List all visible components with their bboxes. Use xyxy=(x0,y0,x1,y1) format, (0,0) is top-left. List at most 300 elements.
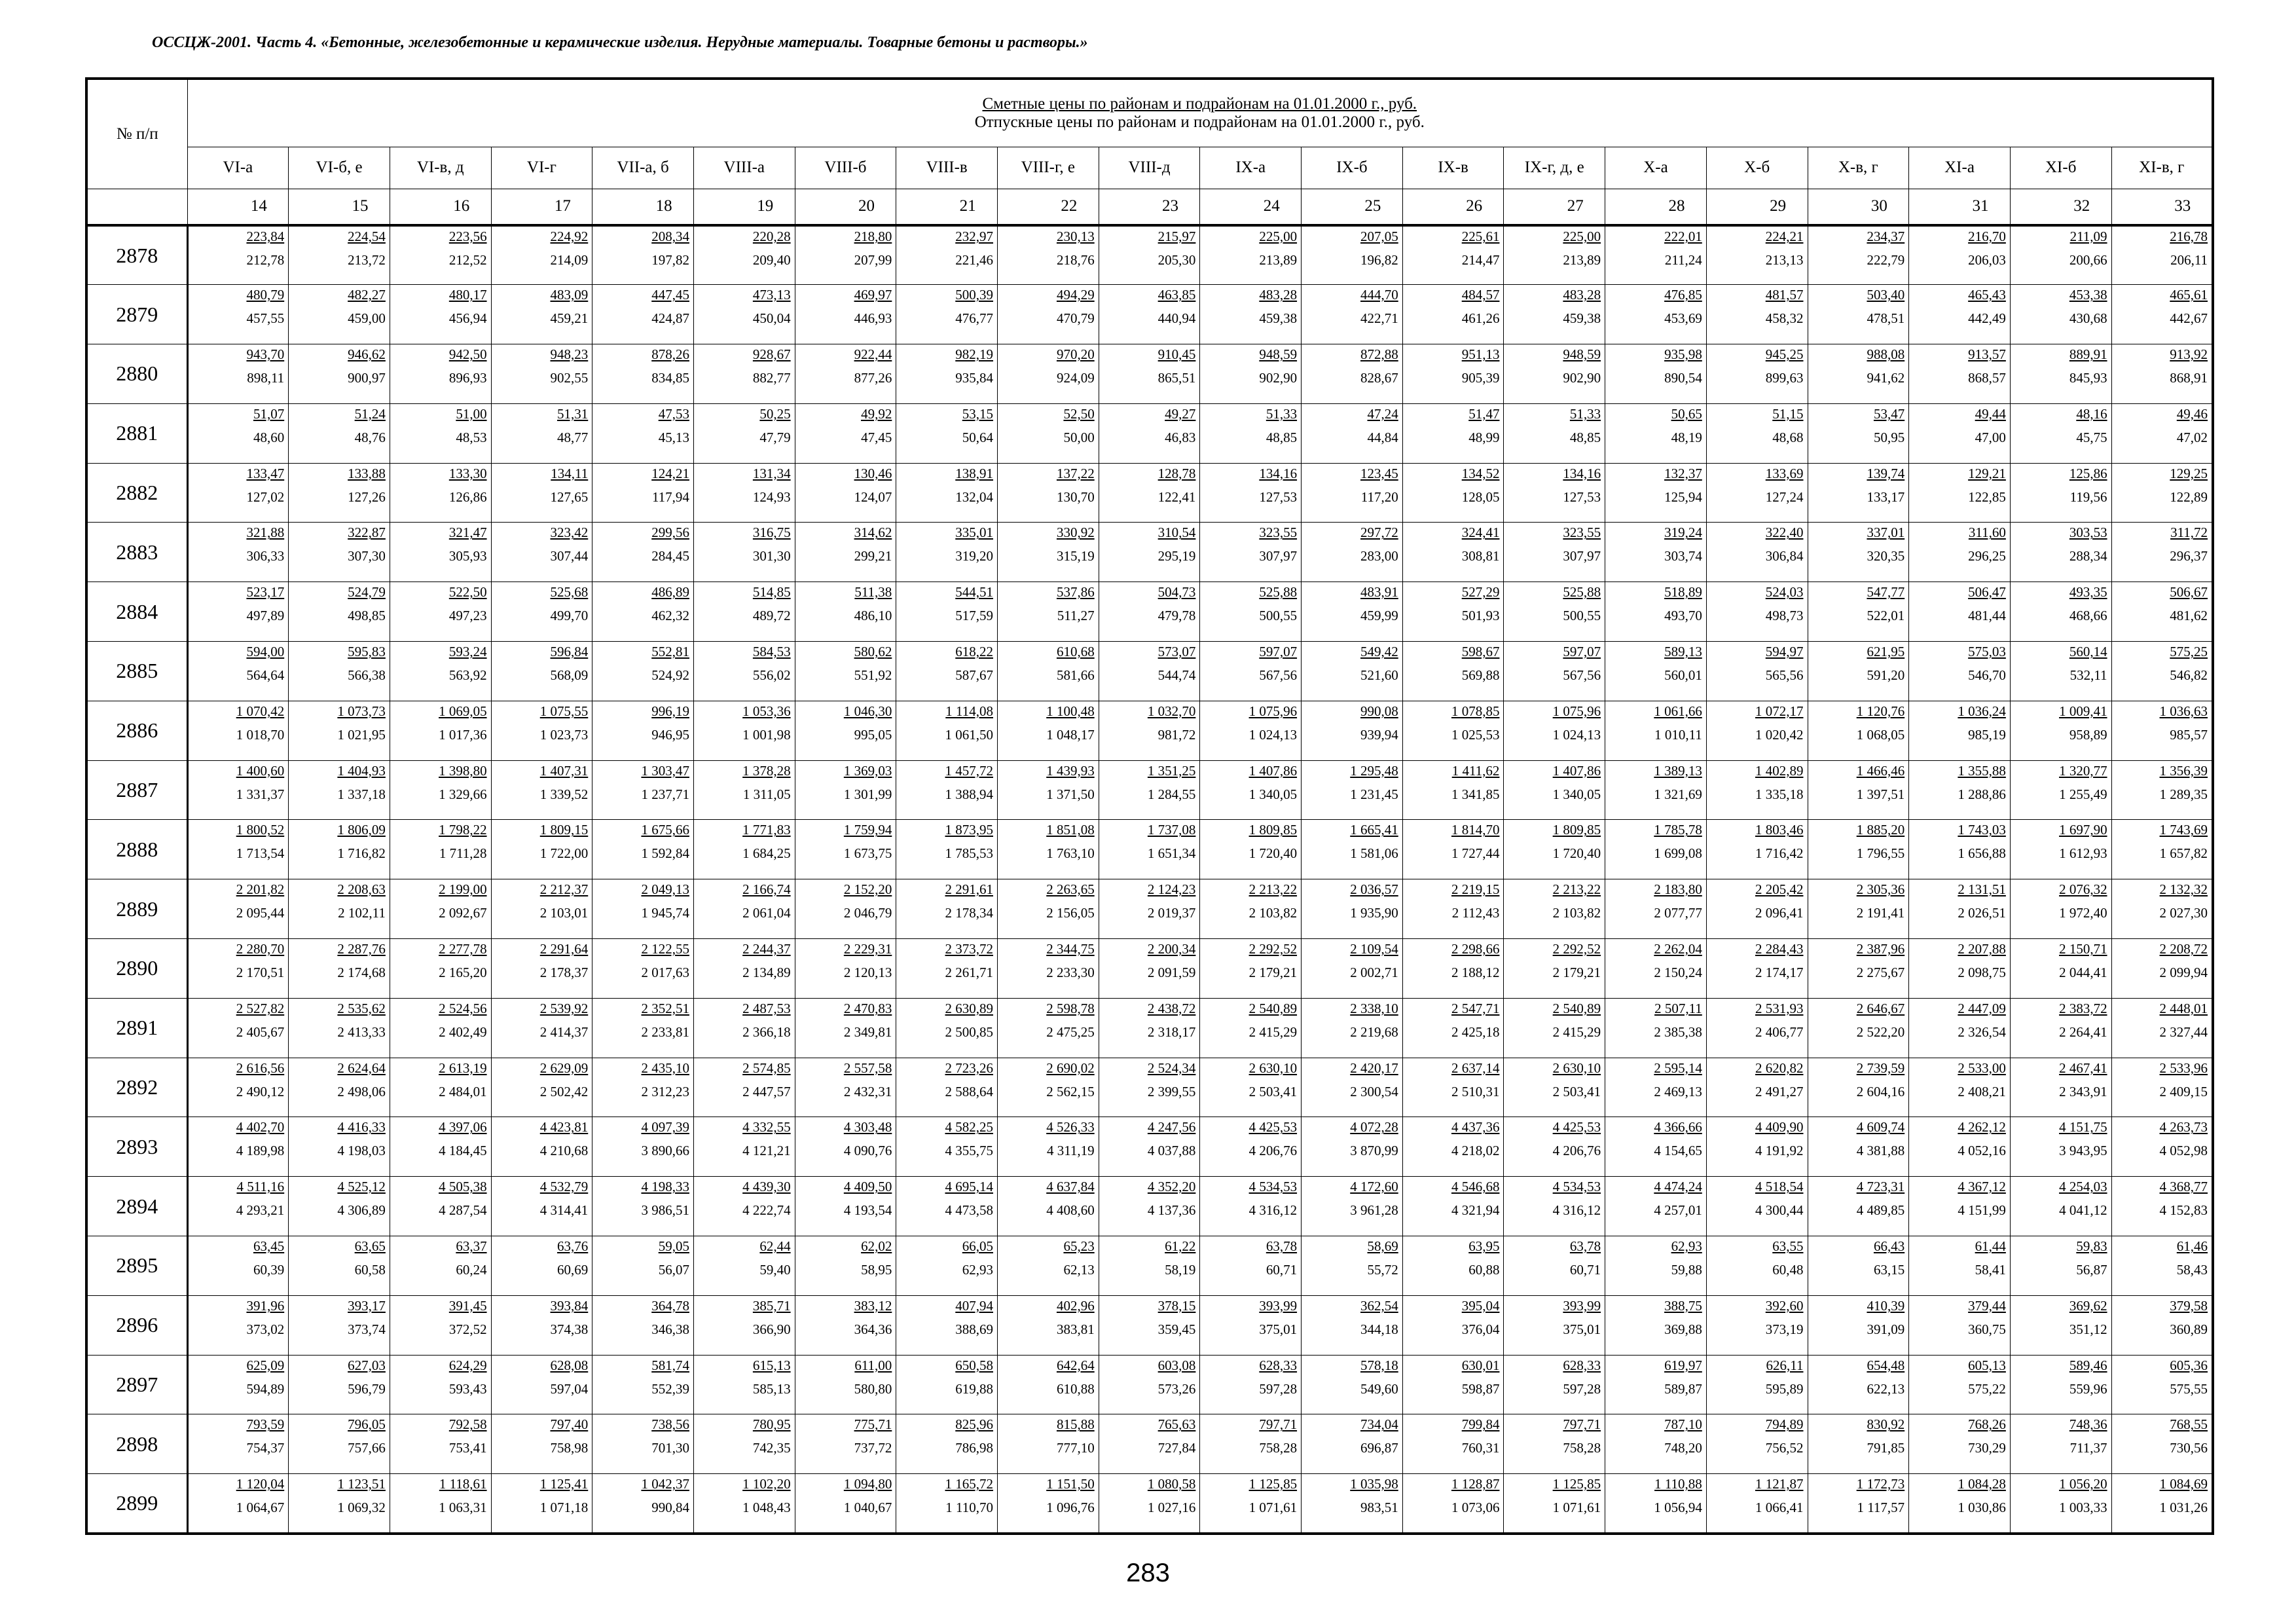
price-cell xyxy=(187,403,289,463)
estimate-price: 4 072,28 xyxy=(1350,1119,1398,1135)
column-number-label: 24 xyxy=(1263,197,1280,215)
price-cell xyxy=(592,1236,694,1296)
release-price: 902,90 xyxy=(1563,370,1601,386)
price-cell xyxy=(1200,1058,1302,1117)
price-cell xyxy=(693,939,795,999)
release-price: 1 763,10 xyxy=(1046,845,1095,862)
price-cell xyxy=(592,1058,694,1117)
estimate-price: 2 277,78 xyxy=(439,941,487,957)
estimate-price: 1 118,61 xyxy=(439,1476,487,1492)
price-cell xyxy=(592,225,694,285)
estimate-price: 1 402,89 xyxy=(1755,762,1804,779)
estimate-price: 1 061,66 xyxy=(1654,703,1702,719)
estimate-price: 935,98 xyxy=(1664,346,1702,363)
release-price: 4 052,98 xyxy=(2159,1143,2208,1159)
price-cell xyxy=(2010,1177,2111,1236)
estimate-price-wrap xyxy=(1909,344,2006,367)
estimate-price: 1 084,28 xyxy=(1958,1476,2006,1492)
estimate-price: 1 121,87 xyxy=(1755,1476,1804,1492)
estimate-price: 4 367,12 xyxy=(1958,1179,2006,1195)
price-table xyxy=(85,77,2214,1535)
price-cell xyxy=(1706,1177,1808,1236)
release-price: 4 222,74 xyxy=(742,1202,791,1219)
estimate-price-wrap xyxy=(1808,1414,1905,1437)
estimate-price-wrap xyxy=(1707,701,1804,724)
estimate-price-wrap xyxy=(1909,404,2006,426)
release-price: 593,43 xyxy=(448,1380,487,1397)
release-price: 935,84 xyxy=(955,370,993,386)
price-cell xyxy=(1402,939,1504,999)
release-price: 212,52 xyxy=(448,252,487,268)
estimate-price-wrap xyxy=(1605,464,1702,486)
estimate-price-wrap xyxy=(795,523,892,545)
estimate-price: 2 620,82 xyxy=(1755,1060,1804,1076)
estimate-price-wrap xyxy=(289,285,386,307)
estimate-price-wrap xyxy=(390,523,487,545)
release-price: 580,80 xyxy=(854,1380,892,1397)
release-price: 214,47 xyxy=(1461,252,1500,268)
estimate-price-wrap xyxy=(2011,464,2107,486)
price-cell xyxy=(2010,1414,2111,1474)
row-number: 2887 xyxy=(86,760,187,820)
estimate-price: 2 284,43 xyxy=(1755,941,1804,957)
column-number xyxy=(693,189,795,225)
estimate-price-wrap xyxy=(1403,761,1500,783)
estimate-price-wrap xyxy=(1099,523,1196,545)
estimate-price-wrap xyxy=(1909,464,2006,486)
estimate-price-wrap xyxy=(2112,582,2208,604)
release-price: 4 381,88 xyxy=(1856,1143,1905,1159)
estimate-price-wrap xyxy=(1302,227,1398,249)
estimate-price-wrap xyxy=(1808,523,1905,545)
estimate-price-wrap xyxy=(289,227,386,249)
estimate-price-wrap xyxy=(492,999,589,1021)
estimate-price-wrap xyxy=(1808,227,1905,249)
price-cell xyxy=(896,1177,998,1236)
estimate-price-wrap xyxy=(795,1117,892,1139)
estimate-price-wrap xyxy=(896,1117,993,1139)
price-cell xyxy=(187,344,289,404)
price-cell xyxy=(693,463,795,523)
estimate-price: 1 356,39 xyxy=(2159,762,2208,779)
release-price: 4 041,12 xyxy=(2059,1202,2107,1219)
estimate-price: 224,92 xyxy=(550,229,589,244)
estimate-price-wrap xyxy=(1707,464,1804,486)
price-cell xyxy=(998,523,1099,582)
price-cell xyxy=(491,463,592,523)
estimate-price: 215,97 xyxy=(1157,229,1196,244)
price-cell xyxy=(1200,998,1302,1058)
estimate-price-wrap xyxy=(1403,523,1500,545)
release-price: 2 178,37 xyxy=(539,965,589,981)
estimate-price: 51,00 xyxy=(456,405,487,422)
estimate-price-wrap xyxy=(492,1058,589,1080)
estimate-price-wrap xyxy=(1909,523,2006,545)
estimate-price-wrap xyxy=(1707,404,1804,426)
release-price: 567,56 xyxy=(1259,667,1298,684)
estimate-price-wrap xyxy=(1403,227,1500,249)
estimate-price: 393,84 xyxy=(550,1297,589,1314)
estimate-price-wrap xyxy=(1200,1414,1297,1437)
estimate-price: 589,46 xyxy=(2069,1357,2107,1373)
release-price: 468,66 xyxy=(2069,608,2107,624)
estimate-price-wrap xyxy=(1605,523,1702,545)
price-cell xyxy=(795,1177,896,1236)
row-number: 2878 xyxy=(86,225,187,285)
column-number-label: 20 xyxy=(858,197,875,215)
release-price: 2 046,79 xyxy=(843,905,892,921)
column-header: X-а xyxy=(1605,147,1707,189)
price-cell xyxy=(1504,582,1605,642)
price-cell xyxy=(896,582,998,642)
release-price: 882,77 xyxy=(752,370,791,386)
price-cell xyxy=(1200,344,1302,404)
column-number-label: 17 xyxy=(554,197,571,215)
estimate-price-wrap xyxy=(1200,344,1297,367)
estimate-price: 878,26 xyxy=(651,346,689,363)
price-cell xyxy=(2010,760,2111,820)
estimate-price: 2 207,88 xyxy=(1958,941,2006,957)
estimate-price: 1 675,66 xyxy=(641,822,689,838)
estimate-price-wrap xyxy=(1200,879,1297,902)
price-cell xyxy=(390,285,491,344)
release-price: 383,81 xyxy=(1056,1321,1095,1337)
table-row xyxy=(86,760,2213,820)
estimate-price-wrap xyxy=(896,227,993,249)
release-price: 549,60 xyxy=(1360,1380,1398,1397)
estimate-price-wrap xyxy=(795,1296,892,1318)
estimate-price-wrap xyxy=(998,1414,1095,1437)
estimate-price: 62,93 xyxy=(1671,1238,1702,1255)
release-price: 2 327,44 xyxy=(2159,1024,2208,1040)
price-cell xyxy=(1402,1474,1504,1534)
estimate-price: 2 630,10 xyxy=(1248,1060,1298,1076)
release-price: 546,70 xyxy=(1968,667,2006,684)
price-cell xyxy=(1504,1117,1605,1177)
estimate-price-wrap xyxy=(998,1236,1095,1259)
estimate-price-wrap xyxy=(1605,1177,1702,1199)
release-price: 4 355,75 xyxy=(945,1143,993,1159)
estimate-price-wrap xyxy=(1403,344,1500,367)
estimate-price-wrap xyxy=(1099,999,1196,1021)
price-cell xyxy=(2010,1117,2111,1177)
estimate-price: 61,44 xyxy=(1975,1238,2006,1255)
price-cell xyxy=(390,820,491,879)
estimate-price: 4 437,36 xyxy=(1451,1119,1500,1135)
price-cell xyxy=(2111,820,2213,879)
price-cell xyxy=(1302,1414,1403,1474)
price-cell xyxy=(1099,1117,1200,1177)
price-cell xyxy=(1706,1414,1808,1474)
price-cell xyxy=(1808,523,1909,582)
estimate-price: 2 183,80 xyxy=(1654,881,1702,898)
price-cell xyxy=(896,879,998,939)
price-cell xyxy=(187,760,289,820)
release-price: 4 152,83 xyxy=(2159,1202,2208,1219)
table-row xyxy=(86,344,2213,404)
estimate-price: 792,58 xyxy=(448,1416,487,1433)
estimate-price: 123,45 xyxy=(1360,465,1398,481)
release-price: 3 986,51 xyxy=(641,1202,689,1219)
release-price: 2 219,68 xyxy=(1350,1024,1398,1040)
estimate-price: 392,60 xyxy=(1765,1297,1804,1314)
estimate-price: 1 078,85 xyxy=(1451,703,1500,719)
estimate-price-wrap xyxy=(1403,939,1500,961)
release-price: 127,26 xyxy=(348,489,386,505)
release-price: 47,79 xyxy=(759,429,791,445)
price-cell xyxy=(1909,642,2011,701)
release-price: 1 301,99 xyxy=(843,786,892,802)
price-cell xyxy=(187,1474,289,1534)
estimate-price-wrap xyxy=(390,285,487,307)
release-price: 564,64 xyxy=(246,667,285,684)
estimate-price-wrap xyxy=(592,761,689,783)
estimate-price: 1 806,09 xyxy=(337,822,386,838)
estimate-price-wrap xyxy=(1302,642,1398,664)
estimate-price: 4 352,20 xyxy=(1147,1179,1196,1195)
price-cell xyxy=(289,1295,390,1355)
estimate-price-wrap xyxy=(694,582,791,604)
price-cell xyxy=(592,939,694,999)
estimate-price: 481,57 xyxy=(1765,287,1804,303)
release-price: 303,74 xyxy=(1664,548,1702,564)
estimate-price: 4 532,79 xyxy=(539,1179,589,1195)
release-price: 4 121,21 xyxy=(742,1143,791,1159)
estimate-price: 1 110,88 xyxy=(1654,1476,1702,1492)
price-cell xyxy=(2111,523,2213,582)
estimate-price: 815,88 xyxy=(1056,1416,1095,1433)
release-price: 2 095,44 xyxy=(236,905,285,921)
price-cell xyxy=(998,642,1099,701)
estimate-price: 4 397,06 xyxy=(439,1119,487,1135)
price-cell xyxy=(1402,1117,1504,1177)
estimate-price: 63,78 xyxy=(1569,1238,1601,1255)
price-cell xyxy=(187,701,289,760)
estimate-price-wrap xyxy=(189,1356,285,1378)
estimate-price-wrap xyxy=(1707,1296,1804,1318)
price-cell xyxy=(693,1058,795,1117)
row-number: 2881 xyxy=(86,403,187,463)
table-row xyxy=(86,285,2213,344)
release-price: 865,51 xyxy=(1157,370,1196,386)
price-cell xyxy=(1605,225,1707,285)
estimate-price: 524,03 xyxy=(1765,584,1804,600)
release-price: 2 349,81 xyxy=(843,1024,892,1040)
release-price: 500,55 xyxy=(1563,608,1601,624)
estimate-price: 2 557,58 xyxy=(843,1060,892,1076)
price-cell xyxy=(1099,642,1200,701)
release-price: 619,88 xyxy=(955,1380,993,1397)
estimate-price: 4 151,75 xyxy=(2059,1119,2107,1135)
estimate-price-wrap xyxy=(896,1296,993,1318)
estimate-price: 314,62 xyxy=(854,525,892,541)
table-row xyxy=(86,701,2213,760)
estimate-price-wrap xyxy=(1099,761,1196,783)
price-cell xyxy=(1504,1295,1605,1355)
estimate-price-wrap xyxy=(1707,1474,1804,1496)
estimate-price-wrap xyxy=(1200,642,1297,664)
estimate-price-wrap xyxy=(1504,1058,1601,1080)
estimate-price-wrap xyxy=(189,999,285,1021)
release-price: 1 311,05 xyxy=(742,786,791,802)
estimate-price: 50,65 xyxy=(1671,405,1702,422)
price-cell xyxy=(1605,998,1707,1058)
estimate-price: 825,96 xyxy=(955,1416,993,1433)
price-cell xyxy=(1808,285,1909,344)
price-cell xyxy=(592,582,694,642)
estimate-price: 61,22 xyxy=(1165,1238,1196,1255)
estimate-price-wrap xyxy=(492,642,589,664)
estimate-price-wrap xyxy=(2112,1117,2208,1139)
price-cell xyxy=(1808,1474,1909,1534)
price-cell xyxy=(1402,1295,1504,1355)
estimate-price-wrap xyxy=(1403,1117,1500,1139)
estimate-price: 889,91 xyxy=(2069,346,2107,363)
row-number: 2897 xyxy=(86,1355,187,1414)
estimate-price: 1 355,88 xyxy=(1958,762,2006,779)
estimate-price: 1 303,47 xyxy=(641,762,689,779)
estimate-price-wrap xyxy=(1808,761,1905,783)
release-price: 2 091,59 xyxy=(1147,965,1196,981)
price-cell xyxy=(2111,879,2213,939)
release-price: 737,72 xyxy=(854,1440,892,1456)
row-number: 2892 xyxy=(86,1058,187,1117)
row-number: 2880 xyxy=(86,344,187,404)
price-cell xyxy=(693,1117,795,1177)
release-price: 595,89 xyxy=(1765,1380,1804,1397)
release-price: 748,20 xyxy=(1664,1440,1702,1456)
price-cell xyxy=(1706,1117,1808,1177)
release-price: 320,35 xyxy=(1867,548,1905,564)
price-cell xyxy=(2010,403,2111,463)
estimate-price-wrap xyxy=(694,227,791,249)
price-cell xyxy=(1605,1295,1707,1355)
estimate-price: 393,17 xyxy=(348,1297,386,1314)
estimate-price: 799,84 xyxy=(1461,1416,1500,1433)
price-cell xyxy=(2111,1177,2213,1236)
release-price: 62,93 xyxy=(962,1262,993,1278)
price-cell xyxy=(1808,463,1909,523)
release-price: 1 071,18 xyxy=(539,1500,589,1516)
price-cell xyxy=(491,1117,592,1177)
price-cell xyxy=(1200,939,1302,999)
estimate-price: 1 873,95 xyxy=(945,822,993,838)
price-cell xyxy=(1605,1236,1707,1296)
estimate-price-wrap xyxy=(1605,820,1702,842)
estimate-price-wrap xyxy=(1302,285,1398,307)
estimate-price: 1 075,96 xyxy=(1248,703,1298,719)
estimate-price: 2 244,37 xyxy=(742,941,791,957)
column-number xyxy=(1402,189,1504,225)
estimate-price-wrap xyxy=(592,582,689,604)
estimate-price: 484,57 xyxy=(1461,287,1500,303)
estimate-price-wrap xyxy=(1200,1117,1297,1139)
release-price: 442,67 xyxy=(2170,310,2208,327)
estimate-price: 4 172,60 xyxy=(1350,1179,1398,1195)
estimate-price-wrap xyxy=(1909,1296,2006,1318)
estimate-price: 2 298,66 xyxy=(1451,941,1500,957)
release-price: 1 371,50 xyxy=(1046,786,1095,802)
estimate-price: 575,25 xyxy=(2170,644,2208,660)
column-number xyxy=(1808,189,1909,225)
estimate-price: 463,85 xyxy=(1157,287,1196,303)
release-price: 730,29 xyxy=(1968,1440,2006,1456)
estimate-price: 2 124,23 xyxy=(1147,881,1196,898)
table-row xyxy=(86,879,2213,939)
estimate-price: 549,42 xyxy=(1360,644,1398,660)
estimate-price: 2 616,56 xyxy=(236,1060,285,1076)
estimate-price-wrap xyxy=(492,227,589,249)
estimate-price-wrap xyxy=(592,1236,689,1259)
price-cell xyxy=(1909,820,2011,879)
estimate-price: 483,09 xyxy=(550,287,589,303)
price-cell xyxy=(693,998,795,1058)
estimate-price-wrap xyxy=(1302,701,1398,724)
release-price: 981,72 xyxy=(1157,726,1196,743)
estimate-price: 503,40 xyxy=(1867,287,1905,303)
estimate-price-wrap xyxy=(1707,1356,1804,1378)
price-cell xyxy=(1605,582,1707,642)
estimate-price-wrap xyxy=(1099,1177,1196,1199)
row-number: 2889 xyxy=(86,879,187,939)
release-price: 1 071,61 xyxy=(1552,1500,1601,1516)
price-cell xyxy=(1302,344,1403,404)
estimate-price-wrap xyxy=(1302,879,1398,902)
estimate-price: 63,55 xyxy=(1772,1238,1804,1255)
release-price: 58,19 xyxy=(1165,1262,1196,1278)
price-cell xyxy=(1200,760,1302,820)
estimate-price-wrap xyxy=(592,464,689,486)
estimate-price-wrap xyxy=(1909,1177,2006,1199)
price-cell xyxy=(795,225,896,285)
estimate-price: 628,08 xyxy=(550,1357,589,1373)
price-cell xyxy=(2010,225,2111,285)
estimate-price-wrap xyxy=(1504,1236,1601,1259)
price-cell xyxy=(1808,998,1909,1058)
price-cell xyxy=(1099,1236,1200,1296)
estimate-price: 391,96 xyxy=(246,1297,285,1314)
estimate-price: 483,28 xyxy=(1259,287,1298,303)
price-cell xyxy=(1909,879,2011,939)
price-cell xyxy=(1402,582,1504,642)
release-price: 127,53 xyxy=(1563,489,1601,505)
price-cell xyxy=(1302,1117,1403,1177)
price-cell xyxy=(998,225,1099,285)
price-cell xyxy=(1808,1355,1909,1414)
price-cell xyxy=(289,582,390,642)
estimate-price-wrap xyxy=(1504,1474,1601,1496)
estimate-price-wrap xyxy=(1403,1058,1500,1080)
release-price: 1 284,55 xyxy=(1147,786,1196,802)
estimate-price-wrap xyxy=(2112,820,2208,842)
estimate-price-wrap xyxy=(1504,285,1601,307)
estimate-price: 303,53 xyxy=(2069,525,2107,541)
release-price: 2 017,63 xyxy=(641,965,689,981)
release-price: 486,10 xyxy=(854,608,892,624)
release-price: 2 120,13 xyxy=(843,965,892,981)
release-price: 1 071,61 xyxy=(1248,1500,1298,1516)
estimate-price-wrap xyxy=(390,1177,487,1199)
estimate-price-wrap xyxy=(1707,227,1804,249)
estimate-price-wrap xyxy=(1302,1296,1398,1318)
table-body xyxy=(86,225,2213,1534)
price-cell xyxy=(2010,285,2111,344)
estimate-price: 388,75 xyxy=(1664,1297,1702,1314)
release-price: 56,07 xyxy=(658,1262,689,1278)
price-cell xyxy=(896,642,998,701)
release-price: 1 945,74 xyxy=(641,905,689,921)
estimate-price-wrap xyxy=(2011,1296,2107,1318)
